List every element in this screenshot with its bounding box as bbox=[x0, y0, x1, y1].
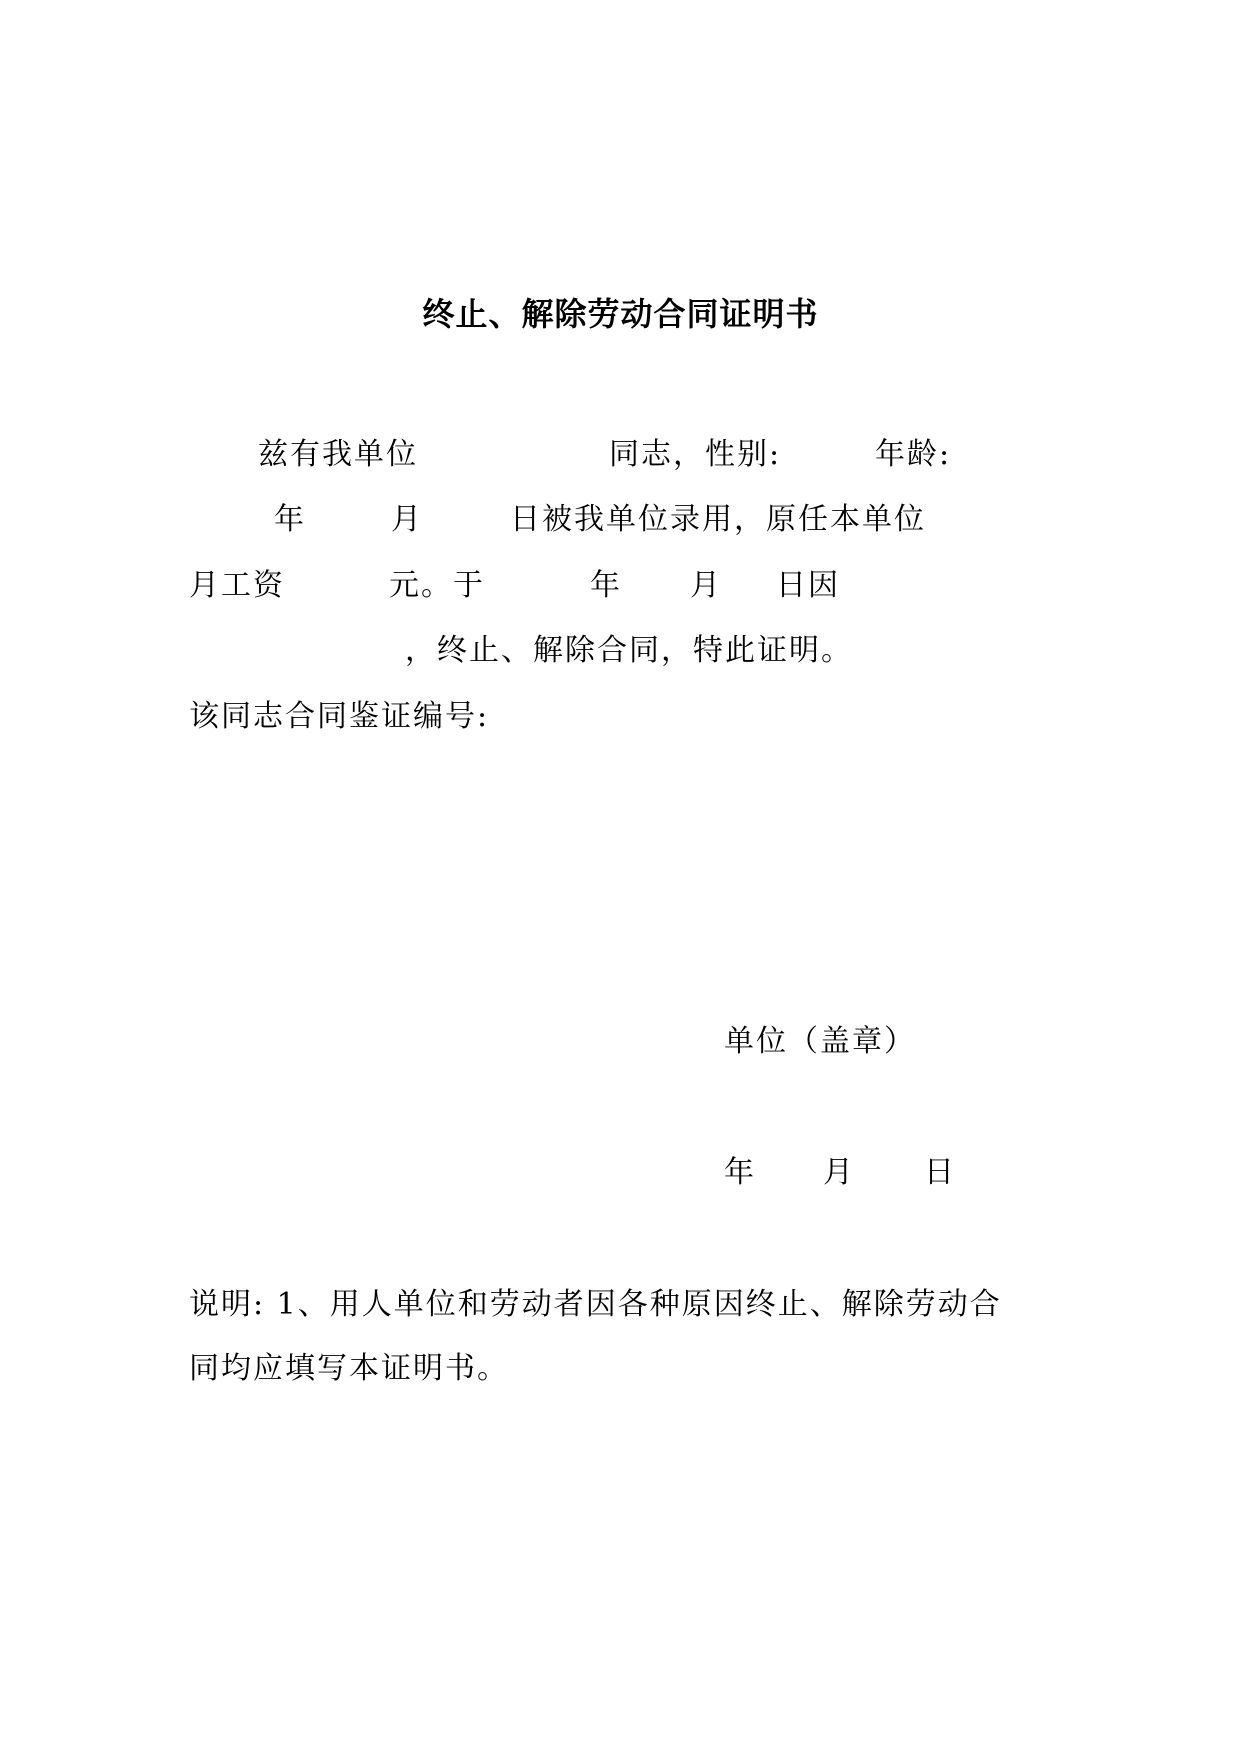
termination-month-label: 月 bbox=[690, 568, 722, 603]
termination-statement: ，终止、解除合同，特此证明。 bbox=[405, 633, 853, 668]
hire-year-label: 年 bbox=[274, 502, 306, 537]
intro-text: 兹有我单位 bbox=[258, 437, 418, 472]
day-because-text: 日因 bbox=[776, 568, 840, 603]
note-line-2: 同均应填写本证明书。 bbox=[189, 1351, 509, 1386]
note-line-1: 说明: 1、用人单位和劳动者因各种原因终止、解除劳动合 bbox=[189, 1287, 1002, 1322]
hired-text: 日被我单位录用，原任本单位 bbox=[510, 502, 926, 537]
signature-year-label: 年 bbox=[724, 1155, 756, 1190]
salary-label: 月工资 bbox=[189, 568, 285, 603]
age-label: 年龄: bbox=[875, 437, 952, 472]
contract-number-label: 该同志合同鉴证编号: bbox=[189, 699, 490, 734]
comrade-gender-label: 同志，性别: bbox=[609, 437, 782, 472]
hire-month-label: 月 bbox=[391, 502, 423, 537]
unit-seal-label: 单位（盖章） bbox=[724, 1024, 916, 1059]
signature-month-label: 月 bbox=[823, 1155, 855, 1190]
yuan-on-text: 元。于 bbox=[389, 568, 485, 603]
signature-day-label: 日 bbox=[924, 1155, 956, 1190]
document-title: 终止、解除劳动合同证明书 bbox=[422, 295, 819, 333]
termination-year-label: 年 bbox=[590, 568, 622, 603]
